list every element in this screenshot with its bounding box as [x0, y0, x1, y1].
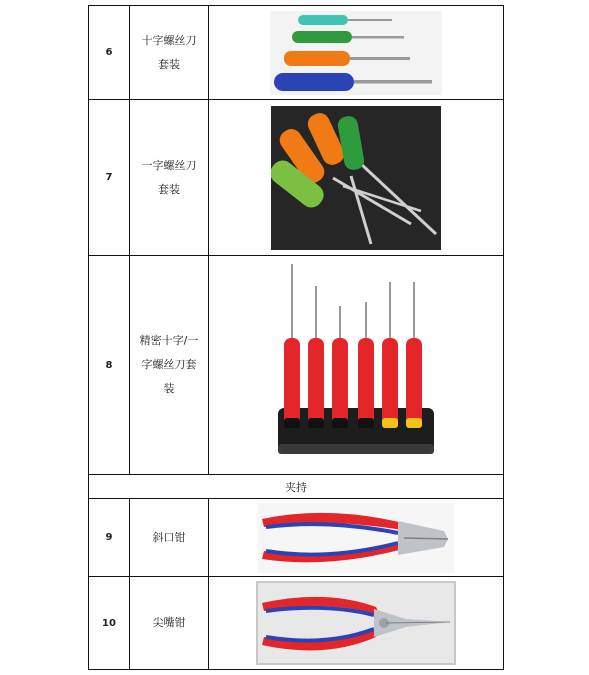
tool-name	[130, 256, 209, 475]
needle-nose-pliers-image	[256, 581, 456, 665]
tool-name-text: 一字螺丝刀 套装	[141, 158, 197, 196]
row-number: 9	[89, 499, 130, 577]
tool-name: 斜口钳	[130, 499, 209, 577]
tool-image-cell	[209, 577, 504, 670]
row-number: 6	[89, 6, 130, 100]
row-number: 8	[89, 256, 130, 475]
row-number: 7	[89, 100, 130, 256]
tool-name-text: 精密十字/一 字螺丝刀套 装	[139, 334, 199, 395]
table-row	[89, 499, 504, 577]
section-header-row	[89, 475, 504, 499]
tool-name	[130, 100, 209, 256]
diagonal-cutter-image	[258, 503, 454, 573]
table-row	[89, 100, 504, 256]
table-row	[89, 6, 504, 100]
tool-image-cell	[209, 499, 504, 577]
tool-name-text: 十字螺丝刀 套装	[141, 33, 197, 71]
tool-image-cell	[209, 6, 504, 100]
precision-screwdriver-set-image	[274, 258, 438, 472]
row-number: 10	[89, 577, 130, 670]
tools-table	[88, 5, 504, 670]
table-row	[89, 256, 504, 475]
section-title: 夹持	[89, 475, 504, 499]
tool-name	[130, 6, 209, 100]
tool-image-cell	[209, 256, 504, 475]
tool-image-cell	[209, 100, 504, 256]
tool-name: 尖嘴钳	[130, 577, 209, 670]
table-row	[89, 577, 504, 670]
phillips-screwdriver-set-image	[270, 11, 442, 95]
flat-screwdriver-set-image	[271, 106, 441, 250]
